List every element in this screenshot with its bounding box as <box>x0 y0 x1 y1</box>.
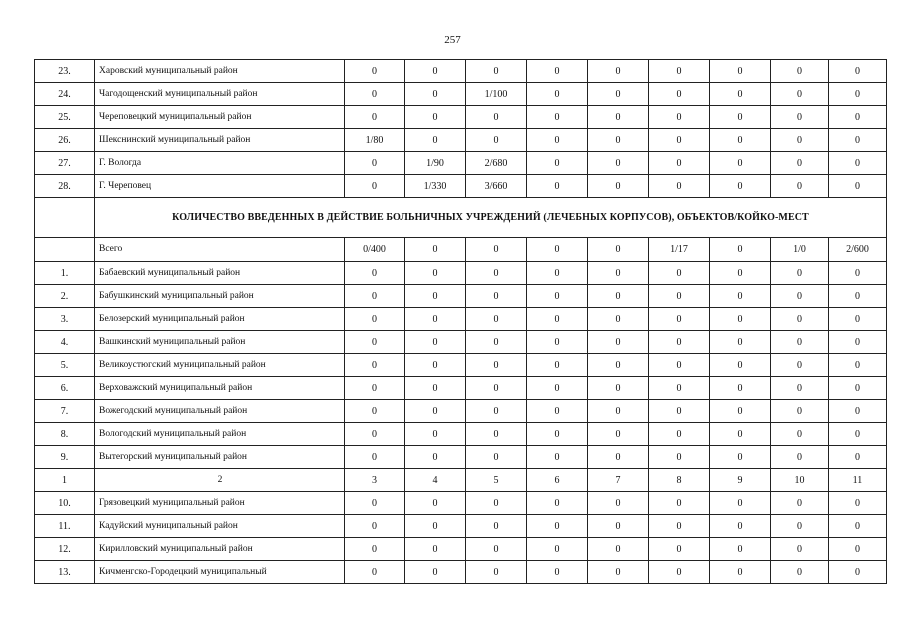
row-number: 24. <box>35 83 95 106</box>
value-cell: 0 <box>405 285 466 308</box>
section-header-row <box>35 198 887 238</box>
value-cell: 0 <box>466 492 527 515</box>
value-cell: 1/17 <box>649 238 710 262</box>
value-cell: 0 <box>829 515 887 538</box>
table-row <box>35 377 887 400</box>
value-cell: 0 <box>829 400 887 423</box>
value-cell: 0 <box>829 423 887 446</box>
row-name: Кичменгско-Городецкий муниципальный <box>95 561 345 584</box>
value-cell: 0 <box>405 331 466 354</box>
table-row <box>35 175 887 198</box>
value-cell: 0 <box>405 515 466 538</box>
value-cell: 0 <box>771 175 829 198</box>
value-cell: 0 <box>527 83 588 106</box>
value-cell: 0 <box>466 60 527 83</box>
value-cell: 0 <box>771 492 829 515</box>
value-cell: 8 <box>649 469 710 492</box>
value-cell: 0 <box>588 60 649 83</box>
data-table <box>34 59 887 584</box>
value-cell: 0 <box>649 285 710 308</box>
value-cell: 0 <box>649 83 710 106</box>
value-cell: 0 <box>405 60 466 83</box>
value-cell: 0 <box>527 331 588 354</box>
row-number: 12. <box>35 538 95 561</box>
table-row <box>35 152 887 175</box>
row-name: Шекснинский муниципальный район <box>95 129 345 152</box>
value-cell: 0 <box>829 152 887 175</box>
value-cell: 0 <box>588 308 649 331</box>
table-row <box>35 400 887 423</box>
value-cell: 0 <box>345 262 405 285</box>
value-cell: 0 <box>710 106 771 129</box>
value-cell: 0 <box>649 331 710 354</box>
row-number: 1 <box>35 469 95 492</box>
value-cell: 0 <box>527 492 588 515</box>
value-cell: 0 <box>710 152 771 175</box>
value-cell: 0 <box>710 446 771 469</box>
row-number: 5. <box>35 354 95 377</box>
value-cell: 1/0 <box>771 238 829 262</box>
value-cell: 0 <box>829 331 887 354</box>
value-cell: 0 <box>405 538 466 561</box>
row-number: 2. <box>35 285 95 308</box>
value-cell: 0 <box>588 129 649 152</box>
value-cell: 0 <box>405 106 466 129</box>
row-name: Бабаевский муниципальный район <box>95 262 345 285</box>
value-cell: 0 <box>345 308 405 331</box>
value-cell: 0 <box>345 515 405 538</box>
row-name: Верховажский муниципальный район <box>95 377 345 400</box>
value-cell: 0 <box>649 538 710 561</box>
value-cell: 1/100 <box>466 83 527 106</box>
value-cell: 3 <box>345 469 405 492</box>
table-row <box>35 538 887 561</box>
row-number: 23. <box>35 60 95 83</box>
row-name: Белозерский муниципальный район <box>95 308 345 331</box>
value-cell: 0 <box>527 285 588 308</box>
value-cell: 0 <box>649 492 710 515</box>
row-number: 3. <box>35 308 95 331</box>
value-cell: 0 <box>405 262 466 285</box>
value-cell: 0 <box>527 400 588 423</box>
row-number: 10. <box>35 492 95 515</box>
value-cell: 0 <box>649 60 710 83</box>
value-cell: 0 <box>527 175 588 198</box>
value-cell: 0 <box>527 238 588 262</box>
value-cell: 5 <box>466 469 527 492</box>
value-cell: 0 <box>588 492 649 515</box>
value-cell: 0 <box>527 515 588 538</box>
value-cell: 0 <box>771 446 829 469</box>
value-cell: 0 <box>527 561 588 584</box>
value-cell: 0 <box>527 262 588 285</box>
value-cell: 4 <box>405 469 466 492</box>
value-cell: 0 <box>588 106 649 129</box>
value-cell: 0 <box>527 106 588 129</box>
value-cell: 0 <box>829 354 887 377</box>
row-name: Г. Череповец <box>95 175 345 198</box>
value-cell: 0 <box>710 538 771 561</box>
value-cell: 0 <box>588 538 649 561</box>
value-cell: 0 <box>829 561 887 584</box>
row-number: 26. <box>35 129 95 152</box>
value-cell: 11 <box>829 469 887 492</box>
value-cell: 0 <box>466 561 527 584</box>
value-cell: 1/330 <box>405 175 466 198</box>
value-cell: 0 <box>466 308 527 331</box>
table-row <box>35 129 887 152</box>
value-cell: 0 <box>710 423 771 446</box>
column-number-row <box>35 469 887 492</box>
value-cell: 0 <box>345 354 405 377</box>
value-cell: 0 <box>710 377 771 400</box>
value-cell: 2/600 <box>829 238 887 262</box>
row-number: 9. <box>35 446 95 469</box>
row-name: Вологодский муниципальный район <box>95 423 345 446</box>
table-row <box>35 308 887 331</box>
value-cell: 0 <box>710 60 771 83</box>
row-name: Бабушкинский муниципальный район <box>95 285 345 308</box>
value-cell: 0 <box>829 106 887 129</box>
row-name: Кадуйский муниципальный район <box>95 515 345 538</box>
value-cell: 0 <box>345 285 405 308</box>
value-cell: 0 <box>710 238 771 262</box>
row-number: 6. <box>35 377 95 400</box>
value-cell: 0 <box>466 238 527 262</box>
value-cell: 0 <box>405 446 466 469</box>
value-cell: 0 <box>710 285 771 308</box>
value-cell: 0 <box>829 538 887 561</box>
value-cell: 0 <box>345 377 405 400</box>
value-cell: 0 <box>771 400 829 423</box>
value-cell: 0 <box>588 400 649 423</box>
table-row <box>35 354 887 377</box>
value-cell: 0 <box>466 331 527 354</box>
page-number: 257 <box>444 34 461 46</box>
value-cell: 0 <box>771 331 829 354</box>
value-cell: 0 <box>771 129 829 152</box>
value-cell: 0 <box>710 308 771 331</box>
value-cell: 0 <box>829 60 887 83</box>
value-cell: 0 <box>771 83 829 106</box>
value-cell: 0 <box>649 354 710 377</box>
value-cell: 0 <box>710 175 771 198</box>
value-cell: 0 <box>588 83 649 106</box>
value-cell: 0 <box>466 423 527 446</box>
value-cell: 7 <box>588 469 649 492</box>
value-cell: 0 <box>588 262 649 285</box>
total-row <box>35 238 887 262</box>
value-cell: 0 <box>345 106 405 129</box>
table-row <box>35 285 887 308</box>
value-cell: 0 <box>466 515 527 538</box>
row-name: Вашкинский муниципальный район <box>95 331 345 354</box>
row-number: 8. <box>35 423 95 446</box>
value-cell: 3/660 <box>466 175 527 198</box>
value-cell: 0 <box>771 106 829 129</box>
value-cell: 0 <box>345 331 405 354</box>
value-cell: 0 <box>649 262 710 285</box>
value-cell: 9 <box>710 469 771 492</box>
value-cell: 0 <box>771 561 829 584</box>
value-cell: 0 <box>588 515 649 538</box>
value-cell: 0 <box>771 308 829 331</box>
value-cell: 0 <box>649 175 710 198</box>
value-cell: 0 <box>710 331 771 354</box>
value-cell: 0 <box>345 152 405 175</box>
value-cell: 0 <box>710 354 771 377</box>
value-cell: 0 <box>527 129 588 152</box>
value-cell: 0 <box>710 129 771 152</box>
value-cell: 0 <box>649 152 710 175</box>
value-cell: 0 <box>527 423 588 446</box>
table-row <box>35 331 887 354</box>
value-cell: 0 <box>829 175 887 198</box>
value-cell: 0 <box>466 285 527 308</box>
row-number: 11. <box>35 515 95 538</box>
table-row <box>35 106 887 129</box>
value-cell: 1/80 <box>345 129 405 152</box>
value-cell: 0 <box>527 308 588 331</box>
value-cell: 0 <box>710 561 771 584</box>
value-cell: 0 <box>649 377 710 400</box>
value-cell: 0 <box>829 285 887 308</box>
row-number <box>35 238 95 262</box>
row-name: Грязовецкий муниципальный район <box>95 492 345 515</box>
row-number: 4. <box>35 331 95 354</box>
row-name: Всего <box>95 238 345 262</box>
value-cell: 0 <box>345 423 405 446</box>
row-name: Череповецкий муниципальный район <box>95 106 345 129</box>
value-cell: 0 <box>345 83 405 106</box>
value-cell: 0 <box>588 446 649 469</box>
value-cell: 0 <box>649 515 710 538</box>
value-cell: 0 <box>527 354 588 377</box>
value-cell: 0 <box>829 83 887 106</box>
row-number: 28. <box>35 175 95 198</box>
value-cell: 0 <box>710 515 771 538</box>
value-cell: 0 <box>710 400 771 423</box>
table-body <box>35 60 887 584</box>
value-cell: 10 <box>771 469 829 492</box>
value-cell: 0 <box>345 175 405 198</box>
value-cell: 0 <box>649 561 710 584</box>
value-cell: 0 <box>588 423 649 446</box>
value-cell: 0 <box>588 377 649 400</box>
value-cell: 0 <box>649 308 710 331</box>
value-cell: 0 <box>771 262 829 285</box>
value-cell: 0 <box>466 129 527 152</box>
value-cell: 0 <box>649 423 710 446</box>
value-cell: 0 <box>466 538 527 561</box>
value-cell: 0 <box>771 515 829 538</box>
value-cell: 0 <box>527 538 588 561</box>
row-number: 13. <box>35 561 95 584</box>
value-cell: 0 <box>649 129 710 152</box>
table-row <box>35 60 887 83</box>
value-cell: 0 <box>466 262 527 285</box>
value-cell: 0 <box>771 285 829 308</box>
value-cell: 0 <box>588 561 649 584</box>
table-row <box>35 515 887 538</box>
value-cell: 0 <box>710 492 771 515</box>
row-name: Харовский муниципальный район <box>95 60 345 83</box>
value-cell: 0 <box>829 377 887 400</box>
value-cell: 0 <box>405 400 466 423</box>
value-cell: 0 <box>588 354 649 377</box>
value-cell: 0 <box>771 423 829 446</box>
row-name: 2 <box>95 469 345 492</box>
value-cell: 0 <box>466 377 527 400</box>
value-cell: 0 <box>405 423 466 446</box>
value-cell: 0 <box>345 400 405 423</box>
value-cell: 0 <box>405 238 466 262</box>
section-title: КОЛИЧЕСТВО ВВЕДЕННЫХ В ДЕЙСТВИЕ БОЛЬНИЧНЫХ УЧРЕЖДЕНИЙ (ЛЕЧЕБНЫХ КОРПУСОВ), ОБЪЕКТОВ/КОЙКО-МЕСТ <box>95 198 887 238</box>
value-cell: 0 <box>771 354 829 377</box>
value-cell: 0 <box>649 400 710 423</box>
value-cell: 0 <box>829 492 887 515</box>
value-cell: 0 <box>829 129 887 152</box>
row-name: Кирилловский муниципальный район <box>95 538 345 561</box>
table-row <box>35 262 887 285</box>
value-cell: 0 <box>527 152 588 175</box>
value-cell: 0 <box>771 377 829 400</box>
table-row <box>35 423 887 446</box>
value-cell: 0 <box>829 446 887 469</box>
value-cell: 0 <box>405 492 466 515</box>
value-cell: 0 <box>771 152 829 175</box>
row-number: 25. <box>35 106 95 129</box>
value-cell: 0 <box>771 60 829 83</box>
value-cell: 0 <box>649 446 710 469</box>
row-number: 7. <box>35 400 95 423</box>
value-cell: 0 <box>527 446 588 469</box>
value-cell: 0 <box>710 262 771 285</box>
value-cell: 2/680 <box>466 152 527 175</box>
row-name: Великоустюгский муниципальный район <box>95 354 345 377</box>
value-cell: 0 <box>405 83 466 106</box>
value-cell: 0 <box>527 377 588 400</box>
value-cell: 0 <box>345 446 405 469</box>
value-cell: 0 <box>405 561 466 584</box>
row-number: 27. <box>35 152 95 175</box>
table-row <box>35 446 887 469</box>
value-cell: 0 <box>466 106 527 129</box>
row-name: Чагодощенский муниципальный район <box>95 83 345 106</box>
value-cell: 0 <box>588 238 649 262</box>
value-cell: 0 <box>466 354 527 377</box>
value-cell: 0 <box>588 175 649 198</box>
row-name: Г. Вологда <box>95 152 345 175</box>
value-cell: 0 <box>649 106 710 129</box>
value-cell: 0 <box>829 308 887 331</box>
value-cell: 0 <box>588 152 649 175</box>
value-cell: 0 <box>466 446 527 469</box>
value-cell: 0 <box>345 538 405 561</box>
value-cell: 0 <box>588 331 649 354</box>
value-cell: 0 <box>405 354 466 377</box>
value-cell: 0/400 <box>345 238 405 262</box>
row-name: Вытегорский муниципальный район <box>95 446 345 469</box>
value-cell: 0 <box>345 492 405 515</box>
value-cell: 0 <box>345 60 405 83</box>
row-number: 1. <box>35 262 95 285</box>
row-name: Вожегодский муниципальный район <box>95 400 345 423</box>
value-cell: 0 <box>588 285 649 308</box>
value-cell: 6 <box>527 469 588 492</box>
value-cell: 1/90 <box>405 152 466 175</box>
value-cell: 0 <box>405 377 466 400</box>
table-row <box>35 492 887 515</box>
table-row <box>35 561 887 584</box>
value-cell: 0 <box>527 60 588 83</box>
value-cell: 0 <box>771 538 829 561</box>
value-cell: 0 <box>405 129 466 152</box>
value-cell: 0 <box>466 400 527 423</box>
value-cell: 0 <box>405 308 466 331</box>
value-cell: 0 <box>710 83 771 106</box>
table-row <box>35 83 887 106</box>
section-empty-cell <box>35 198 95 238</box>
value-cell: 0 <box>829 262 887 285</box>
value-cell: 0 <box>345 561 405 584</box>
